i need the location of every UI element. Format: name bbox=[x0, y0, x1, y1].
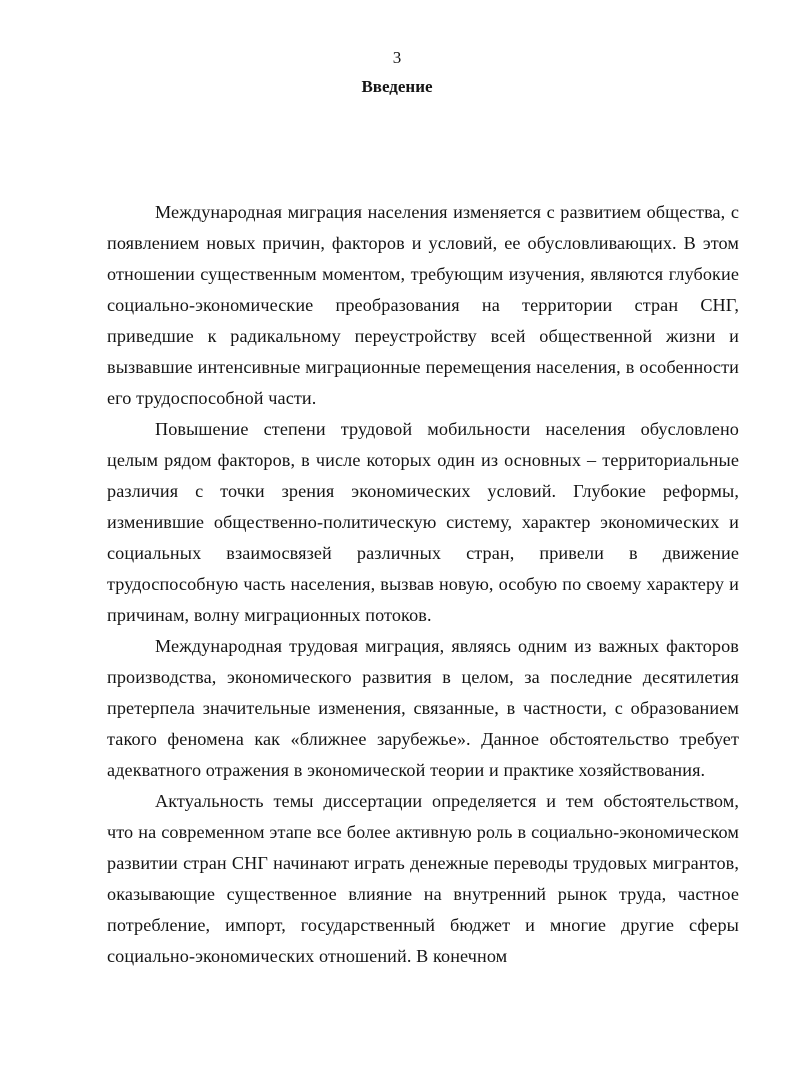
paragraph-2: Повышение степени трудовой мобильности населения обусловлено целым рядом факторов, в числе которых один из основных – территориальные различия с точки зрения экономических условий. Глубокие реформы, изменившие общественно-политическую систему, характер экономических и социальных взаимосвязей различных стран, привели в движение трудоспособную часть населения, вызвав новую, особую по своему характеру и причинам, волну миграционных потоков. bbox=[107, 419, 739, 625]
paragraph-3: Международная трудовая миграция, являясь одним из важных факторов производства, экономического развития в целом, за последние десятилетия претерпела значительные изменения, связанные, в частности, с образованием такого феномена как «ближнее зарубежье». Данное обстоятельство требует адекватного отражения в экономической теории и практике хозяйствования. bbox=[107, 636, 739, 780]
paragraph-1: Международная миграция населения изменяется с развитием общества, с появлением новых причин, факторов и условий, ее обусловливающих. В этом отношении существенным моментом, требующим изучения, являются глубокие социально-экономические преобразования на территории стран СНГ, приведшие к радикальному переустройству всей общественной жизни и вызвавшие интенсивные миграционные перемещения населения, в особенности его трудоспособной части. bbox=[107, 202, 739, 408]
body-text bbox=[107, 197, 739, 972]
paragraph-4: Актуальность темы диссертации определяется и тем обстоятельством, что на современном этапе все более активную роль в социально-экономическом развитии стран СНГ начинают играть денежные переводы трудовых мигрантов, оказывающие существенное влияние на внутренний рынок труда, частное потребление, импорт, государственный бюджет и многие другие сферы социально-экономических отношений. В конечном bbox=[107, 791, 739, 966]
section-heading: Введение bbox=[361, 77, 433, 96]
page-number: 3 bbox=[392, 48, 402, 67]
